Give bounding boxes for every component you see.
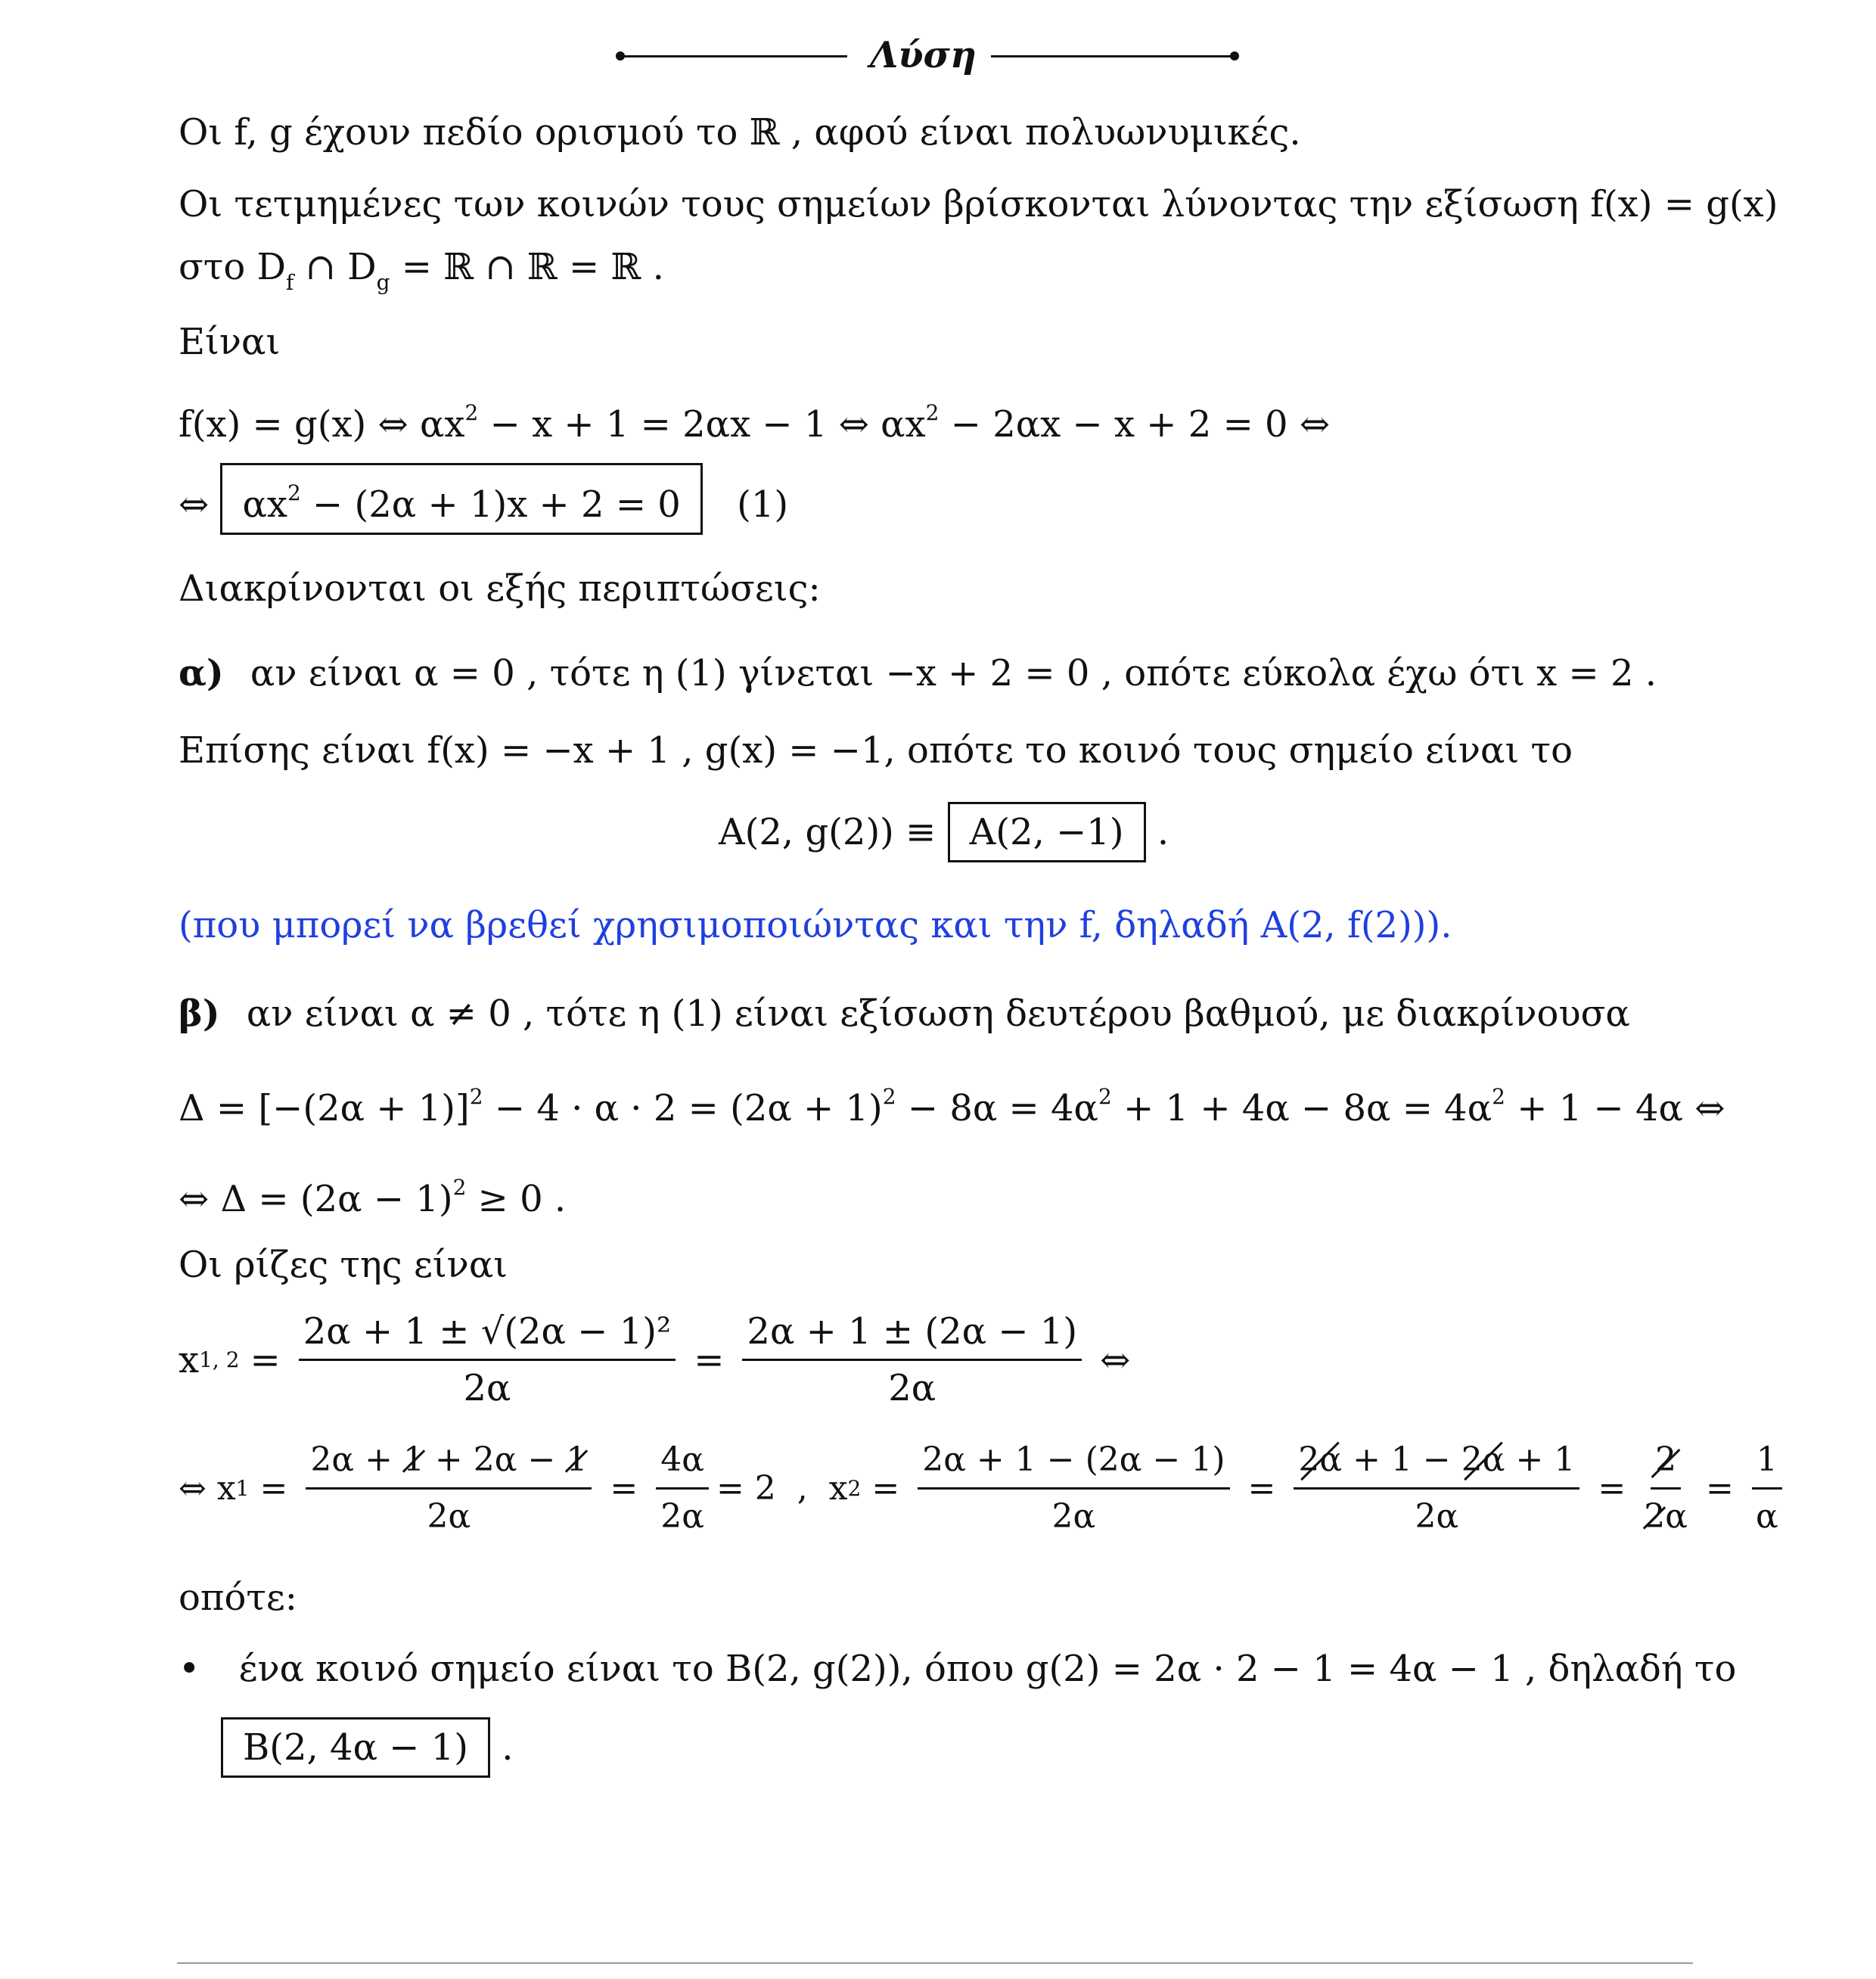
- header-rule-left: [620, 55, 847, 57]
- text-span: 2α +: [310, 1440, 393, 1479]
- superscript: 2: [925, 400, 940, 425]
- equation-line: [719, 802, 1169, 862]
- fraction: [1752, 1437, 1782, 1539]
- numerator: 1: [1752, 1437, 1782, 1490]
- equals: =: [1705, 1468, 1734, 1508]
- text-span: ⇔ x: [179, 1468, 236, 1508]
- case-label: α): [179, 652, 224, 694]
- subscript: f: [285, 270, 294, 295]
- denominator: 2α: [1051, 1497, 1096, 1536]
- text-span: f(x) = g(x) ⇔ αx: [179, 403, 465, 446]
- text-span: + 2α −: [424, 1440, 556, 1479]
- boxed-equation: [220, 463, 702, 535]
- numerator: 2: [1651, 1437, 1681, 1490]
- header-dot-right: [1230, 51, 1239, 61]
- equals: =: [694, 1338, 725, 1381]
- header-title: Λύση: [870, 34, 977, 76]
- denominator: 2α: [1415, 1497, 1459, 1536]
- equation-line: [179, 1074, 1725, 1131]
- text-line: [179, 244, 664, 306]
- subscript: 2: [847, 1475, 862, 1501]
- text-line: Είναι: [179, 321, 281, 363]
- fraction: [742, 1309, 1082, 1411]
- text-span: ≥ 0 .: [466, 1178, 567, 1220]
- text-span: + 1 −: [1342, 1440, 1461, 1479]
- cancelled-term: 1: [566, 1437, 587, 1483]
- fraction: [918, 1437, 1229, 1539]
- text-line: Οι τετμημένες των κοινών τους σημείων βρίσκονται λύνοντας την εξίσωση f(x) = g(x): [179, 183, 1778, 225]
- text-line: οπότε:: [179, 1577, 297, 1619]
- cancelled-term: 2α: [1461, 1437, 1505, 1483]
- superscript: 2: [287, 480, 301, 505]
- fraction: [1644, 1437, 1688, 1539]
- equation-line: [179, 390, 1330, 447]
- numerator: 2α + 1 − (2α − 1): [918, 1437, 1229, 1490]
- text-span: α: [1665, 1497, 1688, 1536]
- denominator: 2α: [888, 1367, 936, 1409]
- text-span: αν είναι α ≠ 0 , τότε η (1) είναι εξίσωση δευτέρου βαθμού, με διακρίνουσα: [246, 993, 1630, 1035]
- text-span: .: [502, 1726, 514, 1769]
- case-line: [179, 651, 1657, 696]
- cancelled-term: 1: [403, 1437, 424, 1483]
- equals: =: [259, 1468, 288, 1508]
- text-span: + 1 − 4α ⇔: [1505, 1087, 1725, 1129]
- equation-line: [179, 1309, 1141, 1411]
- text-line: Οι ρίζες της είναι: [179, 1244, 508, 1286]
- subscript: g: [376, 270, 390, 295]
- superscript: 2: [464, 400, 479, 425]
- text-line: Διακρίνονται οι εξής περιπτώσεις:: [179, 567, 821, 610]
- fraction: [299, 1309, 676, 1411]
- text-span: ⇔: [179, 483, 210, 526]
- text-span: .: [1157, 811, 1169, 853]
- equation-line: [179, 463, 788, 535]
- equation-line: [179, 1165, 566, 1222]
- superscript: 2: [452, 1175, 467, 1200]
- text-span: στο D: [179, 246, 286, 288]
- denominator: 2α: [427, 1497, 471, 1536]
- note-line: (που μπορεί να βρεθεί χρησιμοποιώντας και την f, δηλαδή A(2, f(2))).: [179, 904, 1452, 946]
- bullet-line: [179, 1646, 1736, 1692]
- denominator: 2α: [660, 1497, 704, 1536]
- equivalence: ⇔: [1100, 1338, 1131, 1381]
- header-rule-right: [991, 55, 1233, 57]
- case-line: [179, 991, 1630, 1036]
- text-span: ⇔ Δ = (2α − 1): [179, 1178, 453, 1220]
- superscript: 2: [469, 1084, 483, 1109]
- boxed-point: B(2, 4α − 1): [221, 1717, 490, 1778]
- fraction: [1294, 1437, 1579, 1539]
- text-span: − 2αx − x + 2 = 0 ⇔: [939, 403, 1331, 446]
- cancelled-term: 2α: [1298, 1437, 1342, 1483]
- text-span: αx: [242, 483, 287, 526]
- text-span: − 8α = 4α: [896, 1087, 1098, 1129]
- text-span: − x + 1 = 2αx − 1 ⇔ αx: [478, 403, 926, 446]
- superscript: 2: [882, 1084, 896, 1109]
- text-span: = ℝ ∩ ℝ = ℝ .: [390, 246, 664, 288]
- header-dot-left: [616, 51, 625, 61]
- text-span: ∩ D: [294, 246, 377, 288]
- numerator: 2α + 1 ± (2α − 1): [742, 1309, 1082, 1361]
- text-span: Δ = [−(2α + 1)]: [179, 1087, 470, 1129]
- text-span: + 1 + 4α − 8α = 4α: [1111, 1087, 1492, 1129]
- text-span: A(2, g(2)) ≡: [719, 811, 936, 853]
- fraction: [656, 1437, 709, 1539]
- equals: =: [1247, 1468, 1276, 1508]
- text-span: ένα κοινό σημείο είναι το B(2, g(2)), όπου g(2) = 2α · 2 − 1 = 4α − 1 , δηλαδή το: [238, 1648, 1737, 1690]
- cancelled-term: 2: [1644, 1494, 1665, 1539]
- result-line: [221, 1717, 514, 1778]
- subscript: 1: [235, 1475, 250, 1501]
- numerator: 2α + 1 ± √(2α − 1)²: [299, 1309, 676, 1361]
- footer-rule: [177, 1962, 1693, 1964]
- equation-line: [179, 1437, 1790, 1539]
- numerator: [306, 1437, 592, 1490]
- boxed-point: A(2, −1): [948, 802, 1146, 862]
- text-span: x: [179, 1338, 200, 1381]
- equals: =: [250, 1338, 281, 1381]
- equation-number: (1): [737, 483, 789, 526]
- denominator: [1644, 1490, 1688, 1539]
- superscript: 2: [1098, 1084, 1112, 1109]
- header: [620, 30, 1241, 83]
- fraction: [306, 1437, 592, 1539]
- denominator: 2α: [463, 1367, 511, 1409]
- superscript: 2: [1492, 1084, 1505, 1109]
- denominator: α: [1755, 1497, 1778, 1536]
- text-span: = 2 , x: [716, 1468, 848, 1508]
- text-line: Επίσης είναι f(x) = −x + 1 , g(x) = −1, οπότε το κοινό τους σημείο είναι το: [179, 729, 1573, 772]
- text-span: − 4 · α · 2 = (2α + 1): [483, 1087, 883, 1129]
- numerator: [1294, 1437, 1579, 1490]
- text-line: Οι f, g έχουν πεδίο ορισμού το ℝ , αφού είναι πολυωνυμικές.: [179, 111, 1301, 154]
- bullet: •: [179, 1648, 200, 1690]
- subscript: 1, 2: [199, 1347, 240, 1372]
- equals: =: [871, 1468, 900, 1508]
- text-span: + 1: [1505, 1440, 1576, 1479]
- equals: =: [1598, 1468, 1626, 1508]
- case-label: β): [179, 993, 220, 1035]
- text-span: αν είναι α = 0 , τότε η (1) γίνεται −x + 2 = 0 , οπότε εύκολα έχω ότι x = 2 .: [250, 652, 1657, 694]
- equals: =: [610, 1468, 638, 1508]
- text-span: − (2α + 1)x + 2 = 0: [300, 483, 681, 526]
- numerator: 4α: [656, 1437, 709, 1490]
